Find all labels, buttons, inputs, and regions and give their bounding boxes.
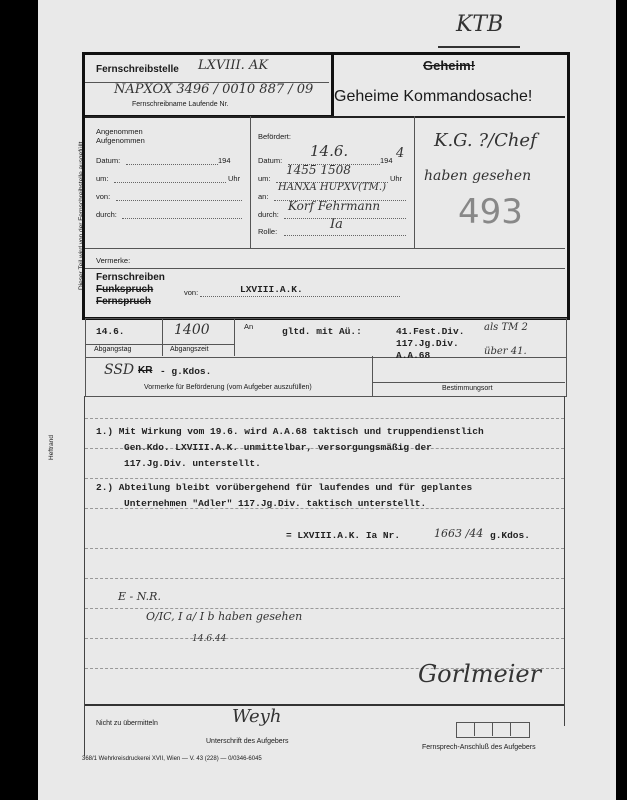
rule-3: [85, 478, 564, 479]
abgangstag-value: 14.6.: [96, 326, 125, 337]
rule-end: [85, 704, 564, 706]
ang-durch-line: [122, 218, 242, 219]
ang-year: 194: [218, 156, 231, 165]
ang-von-label: von:: [96, 192, 111, 201]
secret-heading: Geheime Kommandosache!: [334, 88, 533, 105]
fernsprech-box-div-3: [510, 722, 511, 736]
bef-datum-value: 14.6.: [310, 142, 349, 160]
bef-datum-label: Datum:: [258, 156, 283, 165]
ang-datum-label: Datum:: [96, 156, 121, 165]
ktb-mark: KTB: [456, 12, 504, 37]
funkspruch-struck: Funkspruch: [96, 284, 154, 295]
ssd-text: - g.Kdos.: [160, 366, 212, 377]
msg-ref: = LXVIII.A.K. Ia Nr.: [286, 530, 401, 541]
fernsprech-box: [456, 722, 530, 738]
msg-ref-no: 1663 /44: [434, 527, 484, 540]
abgangszeit-value: 1400: [174, 322, 210, 338]
laufende-nr-label: Fernschreibname Laufende Nr.: [132, 101, 229, 108]
rule-7: [85, 608, 564, 609]
row2-bottom: [85, 248, 565, 249]
bef-rolle-value: Ia: [330, 217, 343, 232]
ssd-prefix: SSD: [104, 362, 135, 378]
hand-signature: Gorlmeier: [418, 660, 542, 688]
bef-year-hand: 4: [396, 146, 405, 161]
bef-rolle-label: Rolle:: [258, 227, 278, 236]
ang-durch-label: durch:: [96, 210, 117, 219]
recipient-2: 117.Jg.Div.: [396, 338, 459, 349]
bef-um-label: um:: [258, 174, 271, 183]
hand-note-1: E - N.R.: [118, 590, 161, 603]
msg-ref-suffix: g.Kdos.: [490, 530, 530, 541]
nicht-uebermitteln: Nicht zu übermitteln: [96, 720, 158, 727]
ssd-struck: KR: [138, 365, 153, 376]
bef-uhr: Uhr: [390, 174, 403, 183]
dispatch-div-2: [234, 318, 235, 356]
message-right-border: [564, 396, 565, 726]
bef-durch-value: Korf Fehrmann: [288, 199, 381, 213]
bestimmungsort-line: [372, 382, 565, 383]
dispatch-caption-line: [85, 344, 235, 345]
ang-um-line: [114, 182, 226, 183]
bestimmungsort-label: Bestimmungsort: [442, 385, 493, 392]
rule-8: [85, 638, 564, 639]
vermerke-label: Vermerke:: [96, 256, 131, 265]
fernsprech-label: Fernsprech-Anschluß des Aufgebers: [422, 744, 536, 751]
bef-durch-line: [284, 218, 406, 219]
bef-year: 194: [380, 156, 393, 165]
abgangstag-label: Abgangstag: [94, 346, 132, 353]
abgangszeit-label: Abgangszeit: [170, 346, 209, 353]
ssd-caption: Vormerke für Beförderung (vom Aufgeber auszufüllen): [144, 384, 312, 391]
an-label: An: [244, 322, 254, 331]
recipient-note-1: als TM 2: [484, 322, 528, 333]
fernsprech-box-div-2: [492, 722, 493, 736]
ktb-underline: [438, 46, 520, 48]
von-label: von:: [184, 288, 199, 297]
fernschreibstelle-label: Fernschreibstelle: [96, 64, 179, 75]
von-line: [200, 296, 400, 297]
col-div-1: [250, 116, 251, 248]
bef-an-value: HANXA HUPXV(TM.): [278, 182, 386, 193]
aufgenommen-label: Aufgenommen: [96, 136, 145, 145]
ang-von-line: [116, 200, 242, 201]
msg-p2-line2: Unternehmen "Adler" 117.Jg.Div. taktisch unterstellt.: [124, 498, 427, 509]
bef-an-label: an:: [258, 192, 269, 201]
hand-note-2: O/IC, I a/ I b haben gesehen: [146, 610, 303, 623]
ang-uhr: Uhr: [228, 174, 241, 183]
bef-um-value: 1455 1508: [286, 163, 351, 177]
msg-p1-line1: 1.) Mit Wirkung vom 19.6. wird A.A.68 taktisch und truppendienstlich: [96, 426, 484, 437]
stamp-line1: K.G. ?/Chef: [434, 130, 537, 151]
bef-durch-label: durch:: [258, 210, 279, 219]
recipient-3: A.A.68: [396, 350, 431, 361]
gltd-label: gltd. mit Aü.:: [282, 326, 362, 337]
msg-p2-line1: 2.) Abteilung bleibt vorübergehend für laufendes und für geplantes: [96, 482, 473, 493]
laufende-nr-value: NAPXOX 3496 / 0010 887 / 09: [114, 82, 314, 97]
geheim-struck: Geheim!: [423, 58, 476, 73]
vermerke-divider: [85, 268, 565, 269]
recipient-note-2: über 41.: [484, 346, 527, 357]
ssd-div: [372, 356, 373, 396]
hand-date: 14.6.44: [192, 634, 227, 644]
rule-6: [85, 578, 564, 579]
col-div-2: [414, 116, 415, 248]
print-imprint: 368/1 Wehrkreisdruckerei XVII, Wien — V. 43 (228) — 0/0346-6045: [82, 756, 262, 762]
row2-top: [85, 116, 565, 118]
bef-rolle-line: [284, 235, 406, 236]
dispatch-div-1: [162, 318, 163, 356]
aufgeber-signature: Weyh: [232, 706, 282, 727]
stamp-number: 493: [458, 192, 523, 232]
fernschreibstelle-value: LXVIII. AK: [198, 58, 269, 73]
cut-note: Dieser Teil wird von der Fernschreibstelle ausgefüllt.: [78, 139, 85, 290]
teleprinter-form: [38, 0, 616, 800]
rule-1: [85, 418, 564, 419]
recipient-1: 41.Fest.Div.: [396, 326, 465, 337]
msg-p1-line3: 117.Jg.Div. unterstellt.: [124, 458, 261, 469]
rule-5: [85, 548, 564, 549]
fernspruch-struck: Fernspruch: [96, 296, 152, 307]
ang-um-label: um:: [96, 174, 109, 183]
fernschreiben-title: Fernschreiben: [96, 272, 165, 283]
unterschrift-label: Unterschrift des Aufgebers: [206, 738, 289, 745]
befoerdert-label: Befördert:: [258, 132, 291, 141]
von-value: LXVIII.A.K.: [240, 284, 303, 295]
angenommen-label: Angenommen: [96, 127, 143, 136]
fernsprech-box-div-1: [474, 722, 475, 736]
msg-p1-line2: Gen.Kdo. LXVIII.A.K. unmittelbar, versorgungsmäßig der: [124, 442, 432, 453]
ang-datum-line: [126, 164, 218, 165]
stamp-line2: haben gesehen: [424, 168, 532, 184]
heftrand-label: Heftrand: [48, 435, 55, 460]
message-left-border: [84, 396, 85, 756]
